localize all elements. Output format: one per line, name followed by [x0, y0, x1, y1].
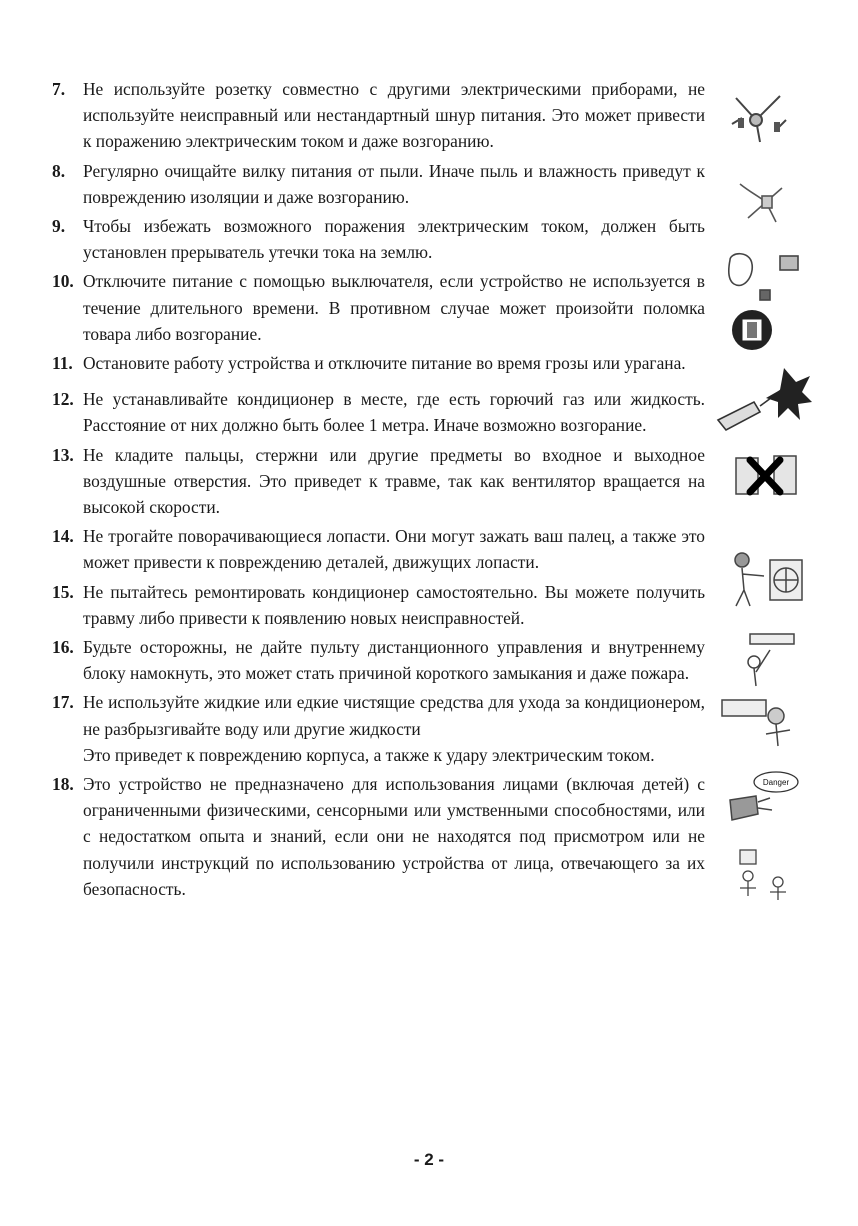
item-number: 18.: [52, 774, 74, 795]
children-icon: [734, 848, 794, 902]
page-number: - 2 -: [413, 1150, 445, 1169]
item-number: 8.: [52, 160, 66, 181]
item-number: 7.: [52, 79, 66, 99]
instruction-item-17: [52, 689, 705, 768]
safety-instructions-list: [52, 76, 705, 902]
item-text: Регулярно очищайте вилку питания от пыли. Иначе пыль и влажность приведут к повреждению изоляции и даже возгоранию.: [83, 160, 705, 207]
item-text: Не используйте жидкие или едкие чистящие средства для ухода за кондиционером, не разбрызгивайте воду или другие жидкости: [83, 692, 705, 739]
item-number: 17.: [52, 692, 74, 713]
instruction-item-7: [52, 76, 705, 155]
item-number: 11.: [52, 353, 73, 374]
danger-label: Danger: [762, 778, 790, 787]
item-number: 15.: [52, 581, 74, 602]
item-number: 10.: [52, 271, 74, 292]
multiple-plugs-icon: [730, 90, 790, 148]
item-text: Отключите питание с помощью выключателя, если устройство не используется в течение длительного времени. В противном случае может произойти поломка товара либо возгорание.: [83, 271, 705, 344]
instruction-item-18: [52, 771, 705, 902]
item-text-continued: Это приведет к повреждению корпуса, а также к удару электрическим током.: [83, 744, 655, 765]
illustrations-column: [716, 80, 816, 900]
item-text: Будьте осторожны, не дайте пульту дистанционного управления и внутреннему блоку намокнуть, это может стать причиной короткого замыкания и даже пожара.: [83, 637, 705, 684]
instruction-item-15: [52, 579, 705, 631]
instruction-item-13: [52, 442, 705, 521]
item-number: 16.: [52, 637, 74, 658]
instruction-item-8: [52, 158, 705, 210]
dusty-plug-icon: [736, 178, 790, 228]
lightning-storm-icon: [714, 366, 814, 440]
item-text: Это устройство не предназначено для использования лицами (включая детей) с ограниченными физическими, сенсорными или умственными способностями, или с недостатком опыта и знаний, если они не находятся под присмотром или не получили инструкций по использованию устройства от лица, отвечающего за их безопасность.: [83, 774, 705, 899]
indoor-unit-water-icon: [720, 694, 800, 750]
instruction-item-16: [52, 634, 705, 686]
item-number: 12.: [52, 389, 74, 410]
item-text: Не кладите пальцы, стержни или другие предметы во входное и выходное воздушные отверстия. Это приведет к травме, так как вентилятор вращается на высокой скорости.: [83, 444, 705, 518]
item-text: Не трогайте поворачивающиеся лопасти. Они могут зажать ваш палец, а также это может привести к повреждению деталей, движущих лопасти.: [83, 526, 705, 573]
item-number: 13.: [52, 444, 74, 465]
repair-person-icon: [736, 632, 796, 688]
item-number: 14.: [52, 526, 74, 547]
no-flammables-icon: [734, 450, 800, 502]
item-text: Не пытайтесь ремонтировать кондиционер самостоятельно. Вы можете получить травму либо привести к появлению новых неисправностей.: [83, 581, 705, 628]
instruction-item-10: [52, 268, 705, 347]
item-number: 9.: [52, 216, 66, 237]
item-text: Не устанавливайте кондиционер в месте, где есть горючий газ или жидкость. Расстояние от них должно быть более 1 метра. Иначе возможно возгорание.: [83, 389, 705, 436]
item-text: Остановите работу устройства и отключите питание во время грозы или урагана.: [83, 353, 686, 374]
item-text: Чтобы избежать возможного поражения электрическим током, должен быть установлен прерыватель утечки тока на землю.: [83, 216, 705, 263]
child-fan-icon: [730, 550, 806, 610]
power-switch-icon: [730, 308, 774, 352]
person-breaker-icon: [724, 250, 804, 312]
instruction-item-14: [52, 523, 705, 575]
danger-spray-icon: [726, 770, 806, 826]
item-text: Не используйте розетку совместно с другими электрическими приборами, не используйте неисправный или нестандартный шнур питания. Это может привести к поражению электрическим током и даже возгоранию.: [83, 79, 705, 152]
instruction-item-12: [52, 386, 705, 438]
instruction-item-11: [52, 350, 705, 376]
instruction-item-9: [52, 213, 705, 265]
